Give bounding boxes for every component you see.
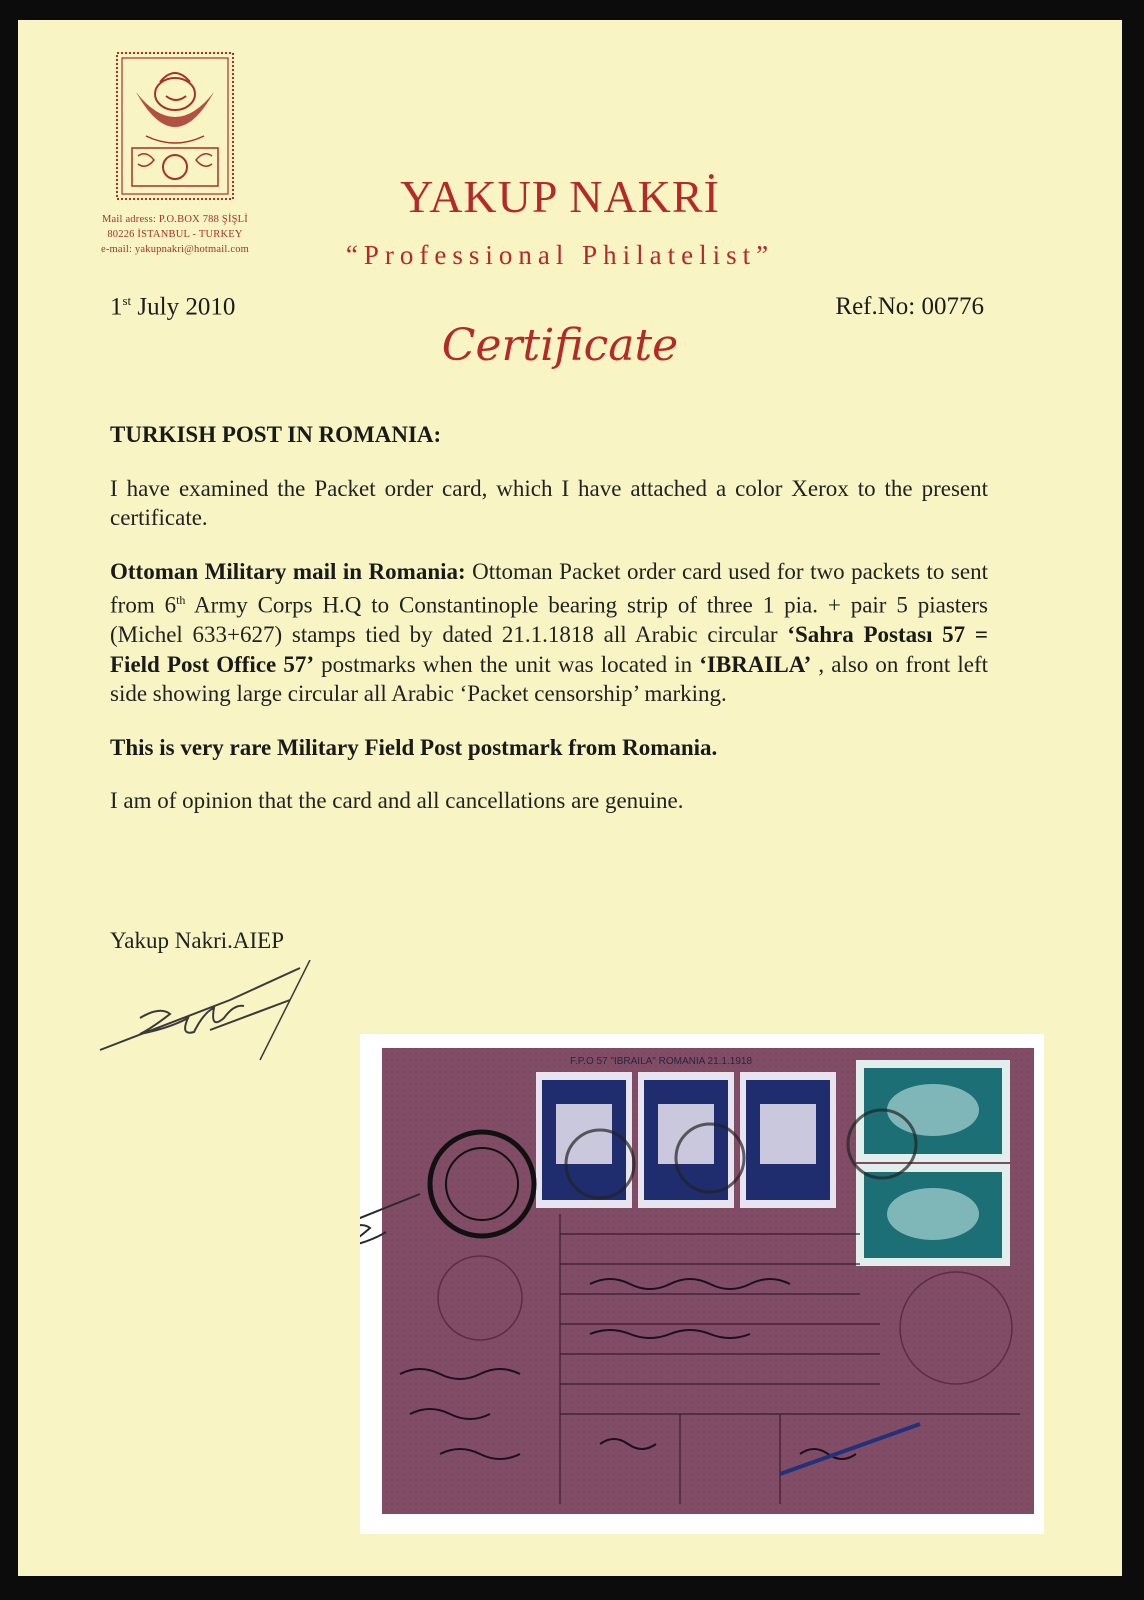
reference-number: Ref.No: 00776 — [835, 293, 984, 320]
description-text: , also on front left side showing large circular all Arabic ‘Packet censorship’ marking. — [110, 651, 989, 707]
description-postmark: ‘Sahra Postası 57 = Field Post Office 57’ — [110, 622, 988, 677]
signatory-name: Yakup Nakri.AIEP — [110, 928, 284, 953]
mail-line: e-mail: yakupnakri@hotmail.com — [100, 244, 250, 255]
opinion-statement: I am of opinion that the card and all cancellations are genuine. — [110, 788, 684, 814]
mail-line: 80226 İSTANBUL - TURKEY — [107, 229, 243, 240]
description-sup: th — [176, 593, 186, 607]
description-location: ‘IBRAILA’ — [699, 651, 812, 677]
description-lead: Ottoman Military mail in Romania: — [110, 558, 466, 584]
handwritten-signature-icon — [80, 960, 320, 1070]
ottoman-tughra-stamp-icon — [116, 52, 234, 200]
packet-order-card-image — [360, 1034, 1044, 1534]
certificate-title: Certificate — [441, 320, 679, 371]
certificate-date — [110, 293, 235, 321]
paragraph-examined: I have examined the Packet order card, which I have attached a color Xerox to the present certificate. — [110, 475, 988, 530]
description-text: Ottoman Packet order card used for two packets to sent from 6 — [110, 558, 988, 618]
section-heading: TURKISH POST IN ROMANIA: — [110, 422, 442, 447]
date-rest: July 2010 — [131, 293, 236, 321]
date-suffix: st — [122, 293, 132, 308]
issuer-tagline: “Professional Philatelist” — [345, 240, 775, 270]
issuer-name: YAKUP NAKRİ — [400, 171, 720, 222]
mail-address — [86, 212, 264, 257]
mail-line: Mail adress: P.O.BOX 788 ŞİŞLİ — [101, 214, 248, 225]
description-text: postmarks when the unit was located in — [314, 651, 700, 677]
certificate-body — [110, 420, 988, 840]
paragraph-description — [110, 557, 988, 709]
description-text: Army Corps H.Q to Constantinople bearing strip of three 1 pia. + pair 5 piasters (Michel 633+627) stamps tied by dated 21.1.1818 all Arabic circular — [110, 592, 988, 648]
card-annotation: F.P.O 57 "IBRAILA" ROMANIA 21.1.1918 — [570, 1056, 753, 1067]
rarity-statement: This is very rare Military Field Post postmark from Romania. — [110, 734, 718, 760]
date-day: 1 — [110, 293, 123, 321]
